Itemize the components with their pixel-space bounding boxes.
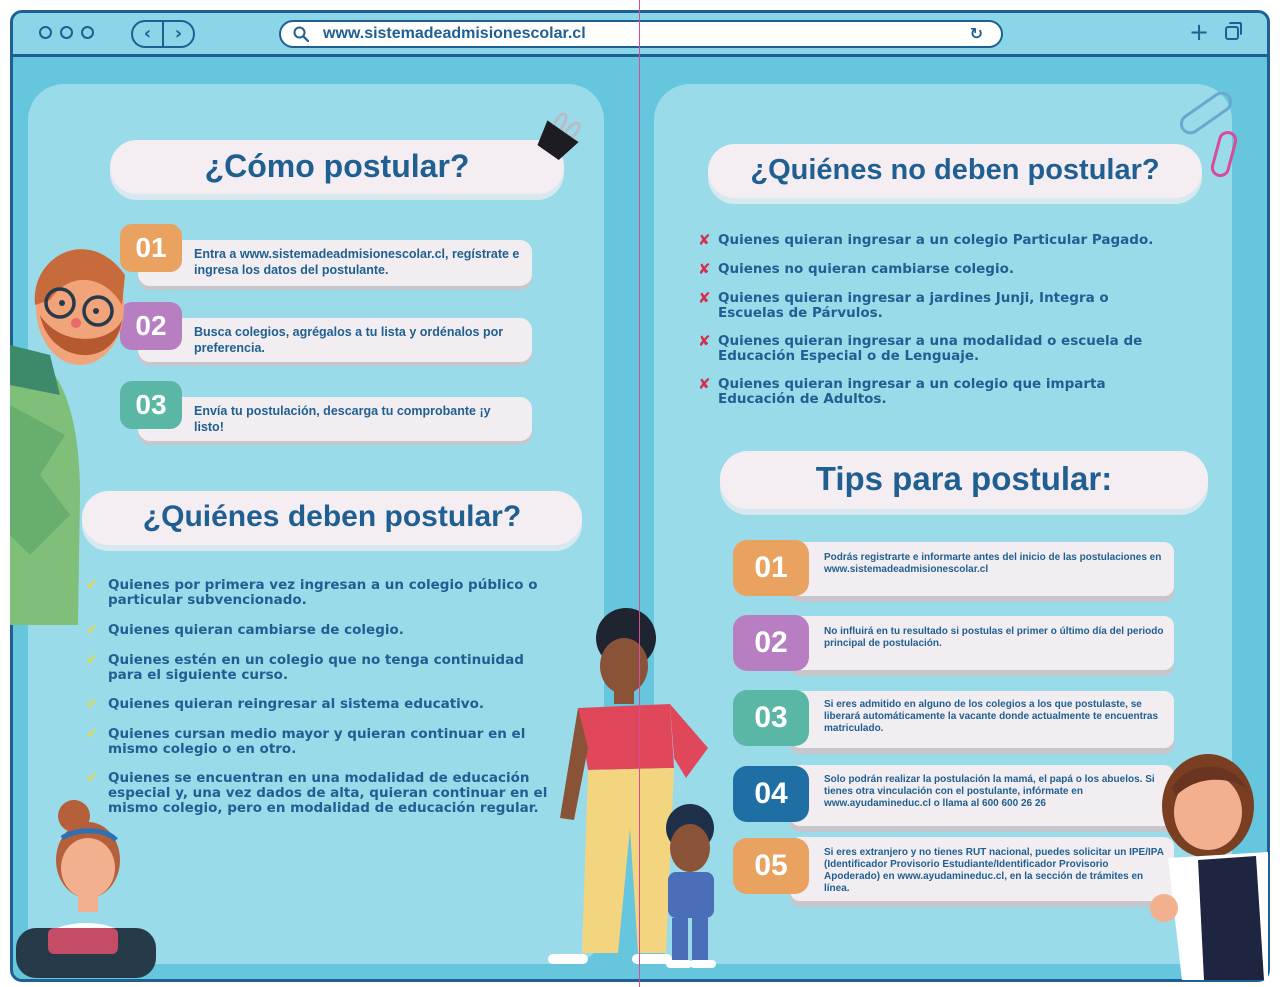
step-text: Entra a www.sistemadeadmisionescolar.cl, regístrate e ingresa los datos del postulante. — [194, 247, 520, 277]
binder-clip-icon — [526, 104, 592, 170]
step-text: Envía tu postulación, descarga tu comprobante ¡y listo! — [194, 404, 491, 434]
tip-card — [790, 765, 1174, 826]
tip-text: Si eres extranjero y no tienes RUT nacional, puedes solicitar un IPE/IPA (Identificador Provisorio Estudiante/Identificador Provisorio Apoderado) en www.ayudamineduc.cl, en la sección de trámites en línea. — [824, 847, 1164, 894]
step-badge: 02 — [120, 302, 182, 350]
who-should-not-apply-heading: ¿Quiénes no deben postular? — [708, 144, 1202, 198]
check-icon: ✔ — [86, 696, 98, 712]
cross-icon: ✘ — [698, 375, 711, 393]
step-card — [138, 240, 532, 286]
tip-card — [790, 691, 1174, 748]
who-should-not-item: ✘ Quienes no quieran cambiarse colegio. — [698, 260, 1014, 278]
tip-badge: 01 — [733, 540, 809, 596]
cross-icon: ✘ — [698, 231, 711, 249]
who-should-apply-heading: ¿Quiénes deben postular? — [82, 491, 582, 545]
who-should-not-item: ✘ Quienes quieran ingresar a una modalidad o escuela de Educación Especial o de Lenguaje. — [698, 332, 1143, 364]
check-icon: ✔ — [86, 622, 98, 638]
browser-toolbar — [13, 13, 1267, 57]
reload-icon[interactable]: ↻ — [969, 24, 983, 43]
forward-arrow-icon[interactable]: › — [174, 23, 183, 44]
window-dots-icon[interactable] — [39, 26, 94, 39]
tips-heading: Tips para postular: — [720, 451, 1208, 509]
cross-icon: ✘ — [698, 289, 711, 307]
tip-text: No influirá en tu resultado si postulas el primer o último día del periodo principal de postulación. — [824, 626, 1164, 649]
who-should-item: ✔ Quienes quieran cambiarse de colegio. — [86, 622, 404, 638]
who-should-item: ✔ Quienes quieran reingresar al sistema educativo. — [86, 696, 484, 712]
tip-badge: 05 — [733, 838, 809, 894]
woman-and-boy-illustration — [548, 608, 744, 973]
tip-badge: 02 — [733, 615, 809, 671]
check-icon: ✔ — [86, 577, 98, 593]
tip-card — [790, 616, 1174, 670]
cross-icon: ✘ — [698, 332, 711, 350]
step-badge: 01 — [120, 224, 182, 272]
step-text: Busca colegios, agrégalos a tu lista y ordénalos por preferencia. — [194, 325, 504, 355]
tip-card — [790, 837, 1174, 901]
who-should-item: ✔ Quienes estén en un colegio que no tenga continuidad para el siguiente curso. — [86, 652, 524, 683]
who-should-item: ✔ Quienes cursan medio mayor y quieran continuar en el mismo colegio o en otro. — [86, 726, 526, 757]
how-to-apply-heading: ¿Cómo postular? — [110, 140, 564, 194]
girl-reading-illustration — [16, 798, 156, 978]
man-illustration — [10, 235, 140, 635]
tip-badge: 03 — [733, 690, 809, 746]
who-should-not-item: ✘ Quienes quieran ingresar a un colegio Particular Pagado. — [698, 231, 1154, 249]
paperclip-icon — [1170, 92, 1250, 182]
schoolgirl-illustration — [1146, 748, 1268, 980]
check-icon: ✔ — [86, 770, 98, 786]
search-icon — [293, 26, 309, 42]
url-text: www.sistemadeadmisionescolar.cl — [323, 25, 586, 42]
tip-badge: 04 — [733, 766, 809, 822]
who-should-not-item: ✘ Quienes quieran ingresar a un colegio que imparta Educación de Adultos. — [698, 375, 1106, 407]
navigation-buttons — [131, 20, 195, 48]
tip-card — [790, 542, 1174, 596]
who-should-not-item: ✘ Quienes quieran ingresar a jardines Junji, Integra o Escuelas de Párvulos. — [698, 289, 1109, 321]
step-card — [138, 318, 532, 362]
who-should-item: ✔ Quienes se encuentran en una modalidad de educación especial y, una vez dados de alta, quieran continuar en el mismo colegio, pero en modalidad de educación regular. — [86, 770, 548, 816]
new-tab-plus-icon[interactable]: + — [1189, 18, 1210, 46]
cross-icon: ✘ — [698, 260, 711, 278]
check-icon: ✔ — [86, 726, 98, 742]
address-bar[interactable] — [279, 20, 1003, 48]
tip-text: Podrás registrarte e informarte antes del inicio de las postulaciones en www.sistemadeadmisionescolar.cl — [824, 552, 1162, 575]
tip-text: Si eres admitido en alguno de los colegios a los que postulaste, se liberará automáticamente la vacante donde actualmente te encuentras matriculado. — [824, 699, 1159, 734]
copy-window-icon[interactable] — [1225, 26, 1239, 40]
page-fold-line — [639, 0, 640, 987]
who-should-item: ✔ Quienes por primera vez ingresan a un colegio público o particular subvencionado. — [86, 577, 538, 608]
back-arrow-icon[interactable]: ‹ — [133, 22, 164, 46]
step-card — [138, 397, 532, 441]
tip-text: Solo podrán realizar la postulación la mamá, el papá o los abuelos. Si tienes otra vinculación con el postulante, infórmate en www.ayudamineduc.cl o llama al 600 600 26 26 — [824, 774, 1155, 809]
step-badge: 03 — [120, 381, 182, 429]
check-icon: ✔ — [86, 652, 98, 668]
